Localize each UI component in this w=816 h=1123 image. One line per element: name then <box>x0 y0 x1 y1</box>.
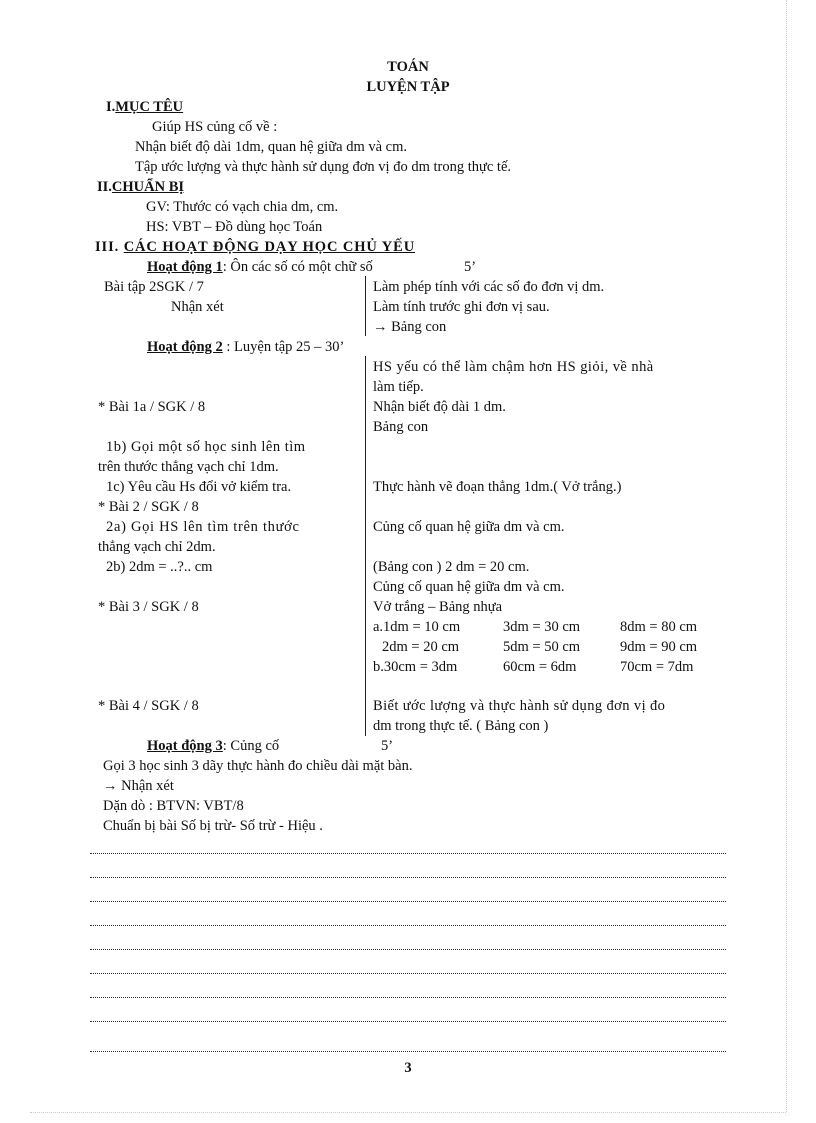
writing-line <box>90 901 726 902</box>
section2-line: HS: VBT – Đồ dùng học Toán <box>146 219 323 235</box>
exercise3-cell: 2dm = 20 cm <box>382 639 460 655</box>
exercise1b-left: trên thước thẳng vạch chỉ 1dm. <box>98 459 279 475</box>
page-border-right <box>786 0 787 1112</box>
activity3-line: Chuẩn bị bài Số bị trừ- Số trừ - Hiệu . <box>103 818 323 834</box>
exercise3-cell: 70cm = 7dm <box>620 659 694 675</box>
exercise1b-left: 1b) Gọi một số học sinh lên tìm <box>106 439 306 455</box>
exercise3-cell: b.30cm = 3dm <box>373 659 458 675</box>
activity2-heading: Hoạt động 2 : Luyện tập 25 – 30’ <box>147 339 345 355</box>
exercise2a-left: thẳng vạch chỉ 2dm. <box>98 539 216 555</box>
activity1-right: → Bảng con <box>373 319 447 335</box>
exercise3-right: Vở trắng – Bảng nhựa <box>373 599 503 615</box>
activity3-line: Dặn dò : BTVN: VBT/8 <box>103 798 244 814</box>
writing-line <box>90 997 726 998</box>
activity1-left: Nhận xét <box>171 299 224 315</box>
activity3-line: → Nhận xét <box>103 778 174 794</box>
writing-line <box>90 925 726 926</box>
section3-heading: III. CÁC HOẠT ĐỘNG DẠY HỌC CHỦ YẾU <box>95 239 416 255</box>
writing-line <box>90 1021 726 1022</box>
section2-heading: II.CHUẨN BỊ <box>97 179 185 195</box>
section1-line: Tập ước lượng và thực hành sử dụng đơn vị đo dm trong thực tế. <box>135 159 512 175</box>
exercise1-right: Nhận biết độ dài 1 dm. <box>373 399 506 415</box>
activity3-line: Gọi 3 học sinh 3 dãy thực hành đo chiều dài mặt bàn. <box>103 758 413 774</box>
exercise2a-right: Củng cố quan hệ giữa dm và cm. <box>373 519 565 535</box>
exercise2b-right: Củng cố quan hệ giữa dm và cm. <box>373 579 565 595</box>
exercise4-right: Biết ước lượng và thực hành sử dụng đơn vị đo <box>373 698 666 714</box>
exercise1c-left: 1c) Yêu cầu Hs đổi vở kiểm tra. <box>106 479 292 495</box>
exercise2a-left: 2a) Gọi HS lên tìm trên thước <box>106 519 300 535</box>
column-divider <box>365 276 366 336</box>
section1-line: Giúp HS củng cố về : <box>152 119 278 135</box>
exercise1c-right: Thực hành vẽ đoạn thẳng 1dm.( Vở trắng.) <box>373 479 622 495</box>
exercise3-cell: a.1dm = 10 cm <box>373 619 461 635</box>
page-title: LUYỆN TẬP <box>366 79 450 95</box>
exercise4-title: * Bài 4 / SGK / 8 <box>98 698 199 714</box>
activity1-left: Bài tập 2SGK / 7 <box>104 279 204 295</box>
exercise3-cell: 5dm = 50 cm <box>503 639 581 655</box>
activity3-time: 5’ <box>381 738 394 754</box>
activity1-right: Làm tính trước ghi đơn vị sau. <box>373 299 550 315</box>
exercise2b-left: 2b) 2dm = ..?.. cm <box>106 559 213 575</box>
exercise4-right: dm trong thực tế. ( Bảng con ) <box>373 718 549 734</box>
exercise2-title: * Bài 2 / SGK / 8 <box>98 499 199 515</box>
exercise2b-right: (Bảng con ) 2 dm = 20 cm. <box>373 559 530 575</box>
page-border-bottom <box>30 1112 786 1113</box>
activity2-note: làm tiếp. <box>373 379 424 395</box>
section1-heading: I.MỤC TÊU <box>106 99 184 115</box>
exercise1-right: Bảng con <box>373 419 429 435</box>
column-divider <box>365 356 366 736</box>
writing-line <box>90 949 726 950</box>
activity1-right: Làm phép tính với các số đo đơn vị dm. <box>373 279 605 295</box>
exercise3-title: * Bài 3 / SGK / 8 <box>98 599 199 615</box>
activity1-heading: Hoạt động 1: Ôn các số có một chữ số <box>147 259 373 275</box>
activity2-note: HS yếu có thể làm chậm hơn HS giỏi, về nhà <box>373 359 654 375</box>
writing-line <box>90 973 726 974</box>
activity3-heading: Hoạt động 3: Củng cố <box>147 738 280 754</box>
subject-heading: TOÁN <box>387 59 429 75</box>
exercise3-cell: 8dm = 80 cm <box>620 619 698 635</box>
activity1-time: 5’ <box>464 259 477 275</box>
exercise3-cell: 3dm = 30 cm <box>503 619 581 635</box>
writing-line <box>90 877 726 878</box>
exercise1-title: * Bài 1a / SGK / 8 <box>98 399 206 415</box>
writing-line <box>90 1051 726 1052</box>
exercise3-cell: 9dm = 90 cm <box>620 639 698 655</box>
section1-line: Nhận biết độ dài 1dm, quan hệ giữa dm và cm. <box>135 139 408 155</box>
section2-line: GV: Thước có vạch chia dm, cm. <box>146 199 339 215</box>
writing-line <box>90 853 726 854</box>
page-number: 3 <box>404 1060 412 1076</box>
exercise3-cell: 60cm = 6dm <box>503 659 577 675</box>
